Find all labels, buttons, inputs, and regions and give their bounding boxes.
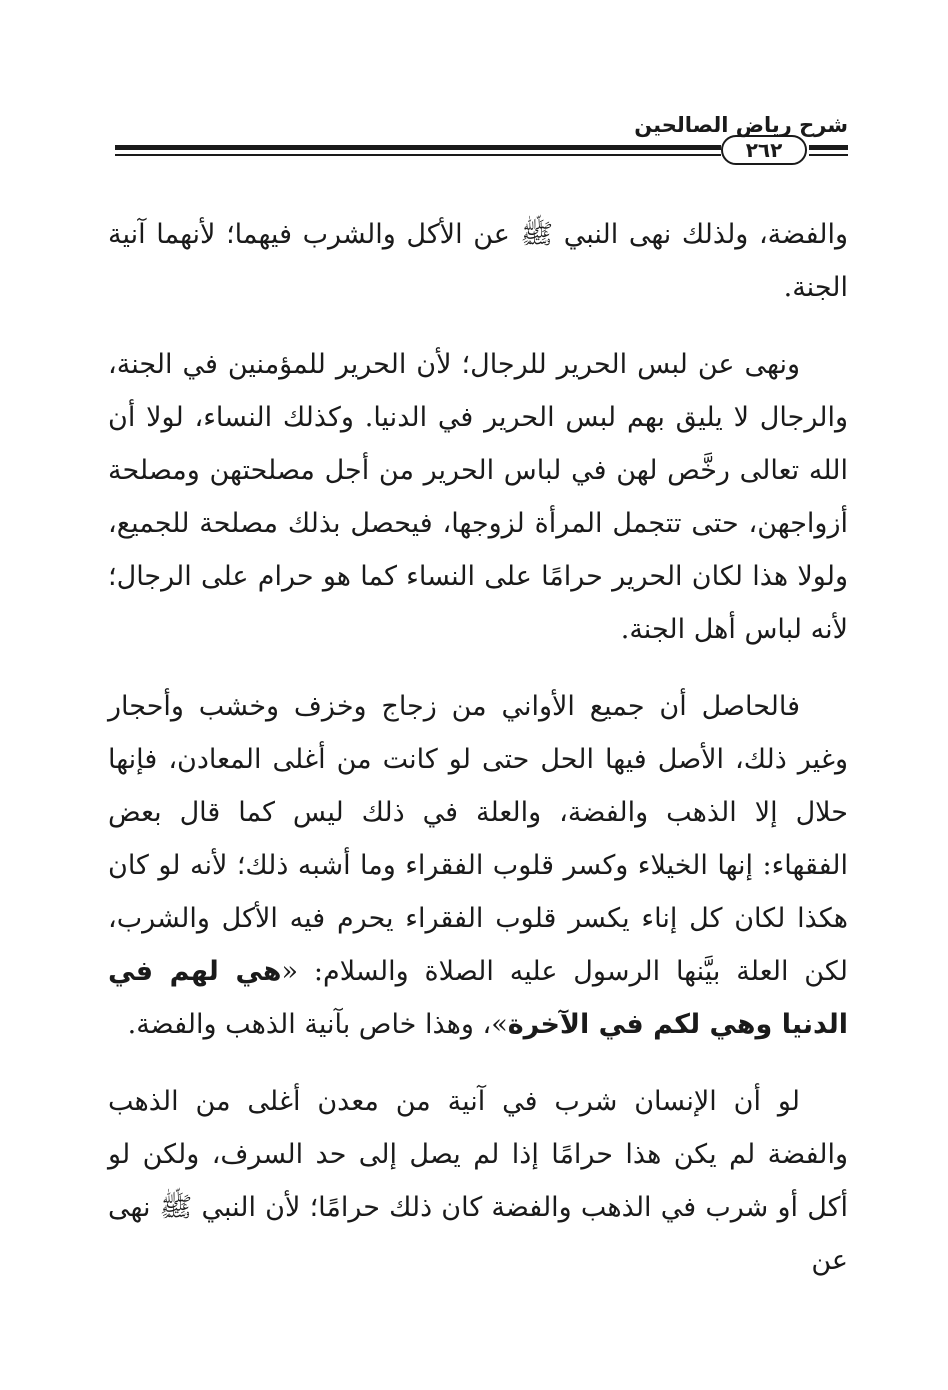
header-rule-left-thick [809, 145, 848, 150]
paragraph-4: لو أن الإنسان شرب في آنية من معدن أغلى من الذهب والفضة لم يكن هذا حرامًا إذا لم يصل إلى حد السرف، ولكن لو أكل أو شرب في الذهب والفضة كان ذلك حرامًا؛ لأن النبي ﷺ نهى عن [108, 1086, 848, 1276]
paragraph-2: ونهى عن لبس الحرير للرجال؛ لأن الحرير للمؤمنين في الجنة، والرجال لا يليق بهم لبس الحرير في الدنيا. وكذلك النساء، لولا أن الله تعالى رخَّص لهن في لباس الحرير من أجل مصلحتهن ومصلحة أزواجهن، حتى تتجمل المرأة لزوجها، فيحصل بذلك مصلحة للجميع، ولولا هذا لكان الحرير حرامًا على النساء كما هو حرام على الرجال؛ لأنه لباس أهل الجنة. [108, 349, 848, 645]
book-title: شرح رياض الصالحين [634, 113, 848, 137]
paragraph-1: والفضة، ولذلك نهى النبي ﷺ عن الأكل والشرب فيهما؛ لأنهما آنية الجنة. [108, 219, 848, 303]
paragraph-3-text-before: فالحاصل أن جميع الأواني من زجاج وخزف وخشب وأحجار وغير ذلك، الأصل فيها الحل حتى لو كانت من أغلى المعادن، فإنها حلال إلا الذهب والفضة، والعلة في ذلك ليس كما قال بعض الفقهاء: إنها الخيلاء وكسر قلوب الفقراء وما أشبه ذلك؛ لأنه لو كان هكذا لكان كل إناء يكسر قلوب الفقراء يحرم فيه الأكل والشرب، لكن العلة بيَّنها الرسول عليه الصلاة والسلام: « [108, 691, 848, 987]
hadith-quote: هي لهم في الدنيا وهي لكم في الآخرة [108, 956, 848, 1040]
page-body [108, 208, 848, 1311]
paragraph-3 [108, 680, 848, 1051]
header-rule-thick [115, 145, 721, 150]
page-number: ٢٦٢ [721, 135, 807, 165]
header-rule-left-thin [809, 154, 848, 156]
page-header [115, 108, 848, 178]
header-rule-thin [115, 154, 721, 156]
paragraph-3-text-after: »، وهذا خاص بآنية الذهب والفضة. [127, 1009, 508, 1040]
